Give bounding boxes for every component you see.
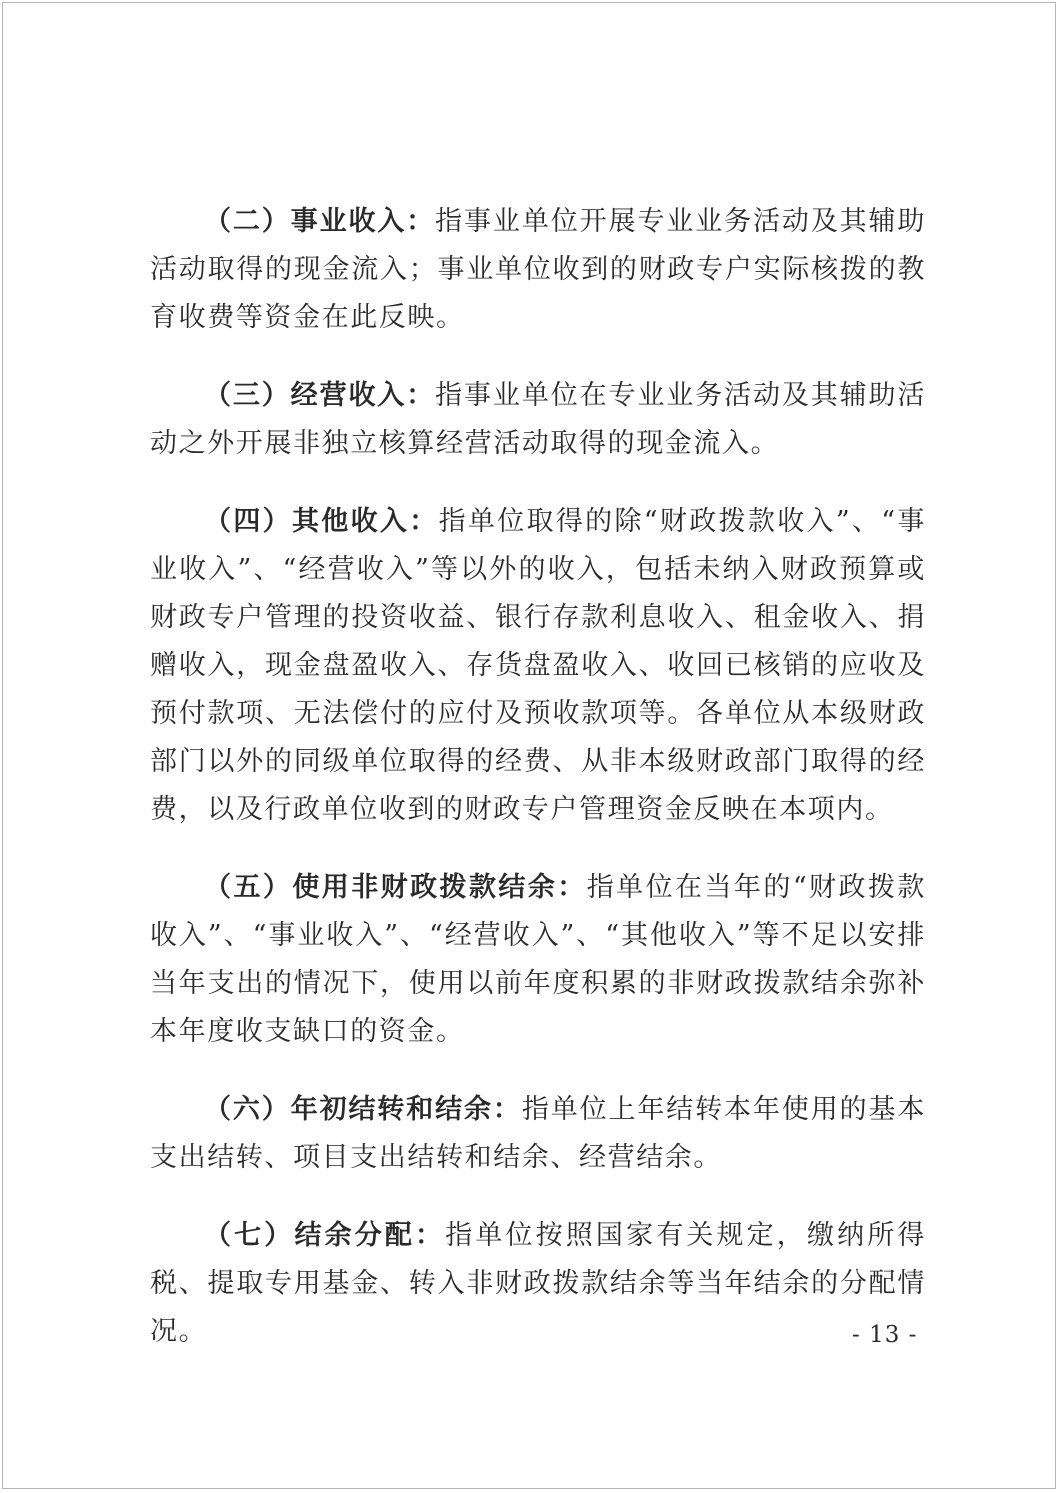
definition-business-income: 指事业单位开展专业业务活动及其辅助活动取得的现金流入；事业单位收到的财政专户实际核拨的教育收费等资金在此反映。: [150, 206, 926, 333]
paragraph-operating-income: [150, 372, 926, 468]
paragraph-non-fiscal-balance: [150, 864, 926, 1056]
definition-opening-carryover: 指单位上年结转本年使用的基本支出结转、项目支出结转和结余、经营结余。: [150, 1094, 926, 1173]
paragraph-other-income: [150, 498, 926, 834]
paragraph-opening-carryover: [150, 1086, 926, 1182]
paragraph-balance-distribution: [150, 1212, 926, 1356]
definition-balance-distribution: 指单位按照国家有关规定，缴纳所得税、提取专用基金、转入非财政拨款结余等当年结余的分配情况。: [150, 1220, 926, 1347]
page-number: - 13 -: [852, 1322, 918, 1348]
term-business-income: （二）事业收入：: [204, 206, 436, 237]
term-operating-income: （三）经营收入：: [204, 380, 436, 411]
definition-operating-income: 指事业单位在专业业务活动及其辅助活动之外开展非独立核算经营活动取得的现金流入。: [150, 380, 926, 459]
document-body: [150, 198, 926, 1386]
paragraph-business-income: [150, 198, 926, 342]
definition-non-fiscal-balance: 指单位在当年的“财政拨款收入”、“事业收入”、“经营收入”、“其他收入”等不足以安排当年支出的情况下，使用以前年度积累的非财政拨款结余弥补本年度收支缺口的资金。: [150, 872, 926, 1047]
term-non-fiscal-balance: （五）使用非财政拨款结余：: [204, 872, 587, 903]
term-balance-distribution: （七）结余分配：: [204, 1220, 446, 1251]
term-opening-carryover: （六）年初结转和结余：: [204, 1094, 522, 1125]
term-other-income: （四）其他收入：: [204, 506, 439, 537]
definition-other-income: 指单位取得的除“财政拨款收入”、“事业收入”、“经营收入”等以外的收入，包括未纳入财政预算或财政专户管理的投资收益、银行存款利息收入、租金收入、捐赠收入，现金盘盈收入、存货盘盈收入、收回已核销的应收及预付款项、无法偿付的应付及预收款项等。各单位从本级财政部门以外的同级单位取得的经费、从非本级财政部门取得的经费，以及行政单位收到的财政专户管理资金反映在本项内。: [150, 506, 926, 825]
